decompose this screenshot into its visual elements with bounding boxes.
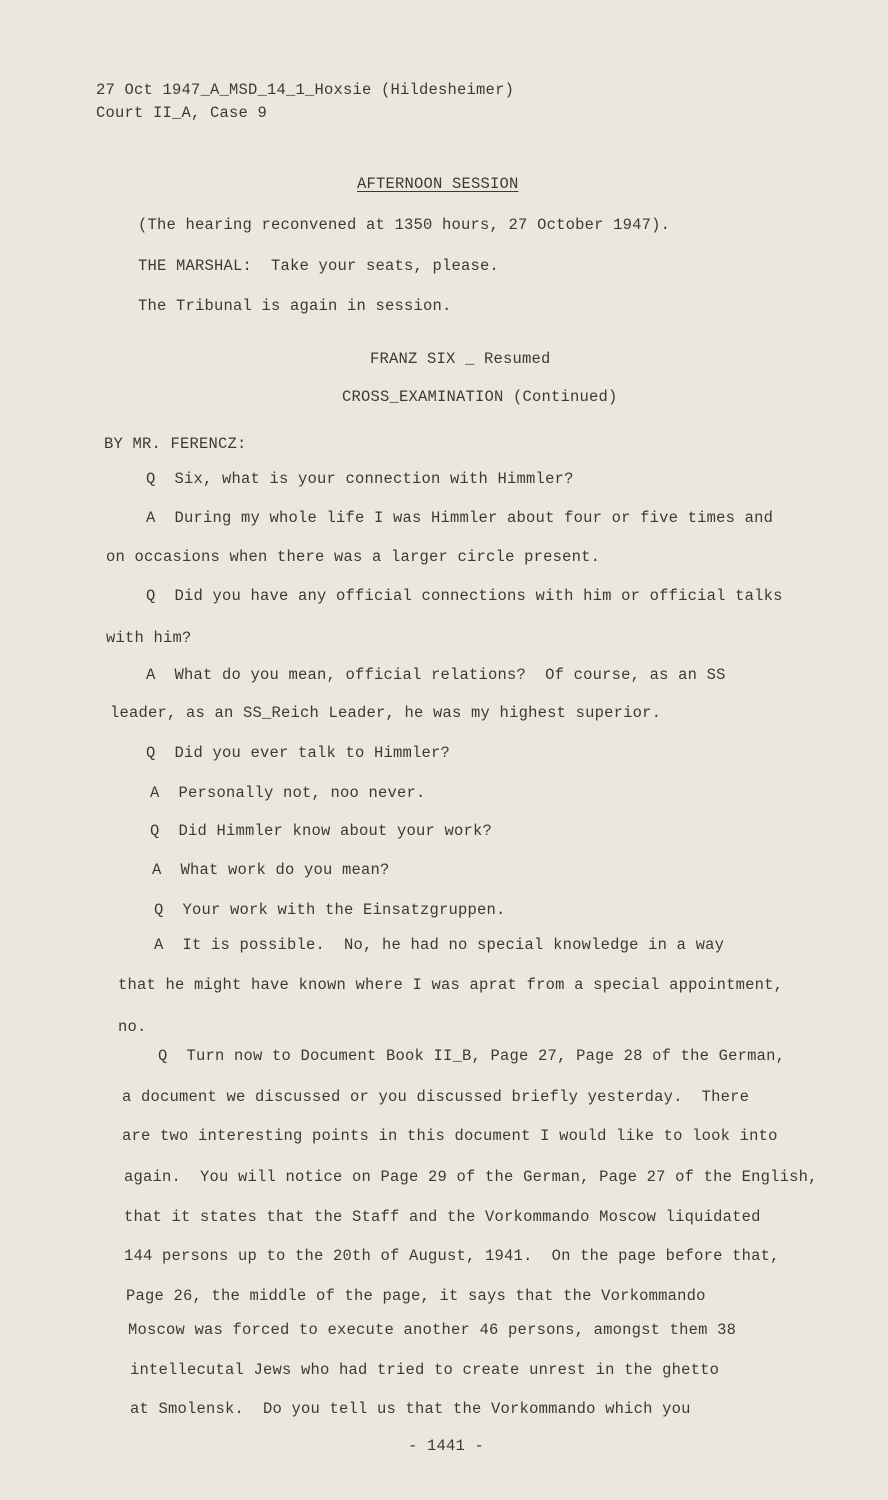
header-line-2: Court II_A, Case 9 <box>96 104 268 122</box>
testimony-line: Q Six, what is your connection with Himmler? <box>146 470 574 488</box>
testimony-line: a document we discussed or you discussed briefly yesterday. There <box>122 1088 750 1106</box>
testimony-line: A It is possible. No, he had no special knowledge in a way <box>154 936 725 954</box>
page-number: - 1441 - <box>408 1437 485 1455</box>
examination-heading: CROSS_EXAMINATION (Continued) <box>342 388 618 406</box>
testimony-line: 144 persons up to the 20th of August, 1941. On the page before that, <box>124 1247 780 1265</box>
testimony-line: A What work do you mean? <box>152 861 390 879</box>
testimony-line: Page 26, the middle of the page, it says that the Vorkommando <box>126 1287 706 1305</box>
testimony-line: Q Did Himmler know about your work? <box>150 822 493 840</box>
testimony-line: with him? <box>106 629 192 647</box>
testimony-line: Q Your work with the Einsatzgruppen. <box>154 901 506 919</box>
testimony-line: Q Did you have any official connections with him or official talks <box>146 587 783 605</box>
testimony-line: that he might have known where I was aprat from a special appointment, <box>118 976 784 994</box>
reconvened-line: (The hearing reconvened at 1350 hours, 27 October 1947). <box>138 216 671 234</box>
testimony-line: no. <box>118 1018 147 1036</box>
testimony-line: Q Did you ever talk to Himmler? <box>146 744 451 762</box>
testimony-line: Q Turn now to Document Book II_B, Page 27, Page 28 of the German, <box>158 1047 786 1065</box>
testimony-line: at Smolensk. Do you tell us that the Vorkommando which you <box>130 1400 691 1418</box>
testimony-line: are two interesting points in this document I would like to look into <box>122 1127 778 1145</box>
testimony-line: A During my whole life I was Himmler about four or five times and <box>146 509 774 527</box>
session-title: AFTERNOON SESSION <box>357 175 519 193</box>
tribunal-line: The Tribunal is again in session. <box>138 297 452 315</box>
testimony-line: intellecutal Jews who had tried to create unrest in the ghetto <box>130 1361 720 1379</box>
examiner-line: BY MR. FERENCZ: <box>104 435 247 453</box>
witness-heading: FRANZ SIX _ Resumed <box>370 350 551 368</box>
marshal-line: THE MARSHAL: Take your seats, please. <box>138 257 500 275</box>
testimony-line: A Personally not, noo never. <box>150 784 426 802</box>
testimony-line: on occasions when there was a larger circle present. <box>106 548 601 566</box>
testimony-line: that it states that the Staff and the Vorkommando Moscow liquidated <box>124 1208 761 1226</box>
testimony-line: A What do you mean, official relations? Of course, as an SS <box>146 666 726 684</box>
testimony-line: Moscow was forced to execute another 46 persons, amongst them 38 <box>128 1321 737 1339</box>
header-line-1: 27 Oct 1947_A_MSD_14_1_Hoxsie (Hildesheimer) <box>96 81 515 99</box>
testimony-line: leader, as an SS_Reich Leader, he was my highest superior. <box>110 704 662 722</box>
testimony-line: again. You will notice on Page 29 of the German, Page 27 of the English, <box>124 1168 818 1186</box>
